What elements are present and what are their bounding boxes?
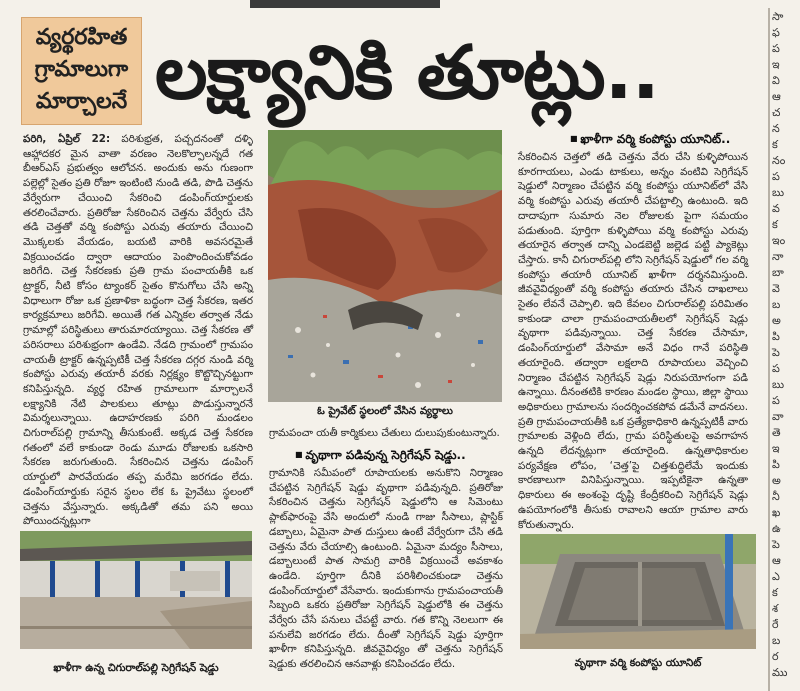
adjacent-text-fragment: సా: [772, 10, 784, 23]
adjacent-text-fragment: బు: [772, 378, 785, 391]
adjacent-text-fragment: ర: [772, 650, 779, 663]
vermi-compost-unit-photo: [520, 534, 756, 649]
adjacent-text-fragment: ప: [772, 362, 780, 375]
adjacent-text-fragment: శ: [772, 602, 779, 615]
kicker-box: [21, 17, 142, 125]
column-2-body: గ్రామానికి సమీపంలో రూపాయలకు అనుకొని నిర్మాణం చేపట్టిన సెగ్రిగేషన్ షెడ్డు వృథాగా పడివున్నది. ప్రతిరోజు సేకరించిన చెత్తను సెగ్రిగేషన్ షెడ్డులోని ఆ సిమెంటు ప్లాట్‌ఫారంపై వేసి అందులో నుండి గాజు సీసాలు, ప్లాస్టిక్ డబ్బాలు, ఏమైనా పాత దుస్తులు ఉంటే వేర్వేరుగా చేసి తడి చెత్తను వేరు చేయాల్సి ఉంటుంది. ఏమైనా మద్యం సీసాలు, డబ్బాలుంటే పాత సామగ్రి వారికి విక్రయించే అవకాశం ఉండేది. పూర్తిగా దీనికి పరిశీలించకుండా చెత్తను డంపింగ్‌యార్డులో వేసేవారు. ఇందుకుగాను గ్రామపంచాయతీ సిబ్బంది ఒకరు ప్రతిరోజు సెగ్రిగేషన్ షెడ్డులోకి ఈ చెత్తను వేర్వేరు చేసే పనులు చేపట్టే వారు. గత కొన్ని నెలలుగా ఈ పనులేవి జరగడం లేదు. దీంతో సెగ్రిగేషన్ షెడ్డు పూర్తిగా ఖాళీగా కనిపిస్తున్నది. జీవవైవిధ్యం తో చెత్తను సెగ్రిగేషన్ షెడ్డుకు తరలించిన ఆనవాళ్లు కనిపించడం లేదు.: [269, 467, 503, 671]
adjacent-text-fragment: రే: [772, 618, 779, 631]
column-2-intro: గ్రామపంచా యతీ కార్మికులు చేతులు దులుపుకుంటున్నారు.: [269, 427, 500, 439]
adjacent-text-fragment: ప: [772, 394, 780, 407]
adjacent-text-fragment: చ: [772, 106, 781, 119]
adjacent-text-fragment: వె: [772, 282, 780, 295]
adjacent-text-fragment: బ: [772, 634, 781, 647]
dateline: పరిగి, ఏప్రిల్ 22:: [23, 133, 111, 145]
adjacent-text-fragment: ఖ: [772, 506, 781, 519]
caption-left-photo: ఖాళీగా ఉన్న చిగురాల్‌పల్లి సెగ్రిగేషన్ షెడ్డు: [53, 662, 219, 674]
adjacent-text-fragment: నం: [772, 154, 786, 167]
adjacent-text-fragment: న: [772, 122, 780, 135]
adjacent-text-fragment: ఇ: [772, 442, 780, 455]
adjacent-article-fragment: [772, 10, 800, 691]
adjacent-text-fragment: అ: [772, 474, 781, 487]
adjacent-text-fragment: ప: [772, 170, 780, 183]
adjacent-text-fragment: ఇం: [772, 234, 786, 247]
adjacent-text-fragment: క: [772, 218, 778, 231]
article-column-2-intro: [269, 426, 503, 442]
adjacent-text-fragment: పి: [772, 330, 780, 343]
adjacent-text-fragment: వి: [772, 74, 780, 87]
empty-shed-photo: [20, 531, 252, 649]
adjacent-text-fragment: ఇ: [772, 58, 780, 71]
top-bar: [250, 0, 440, 8]
adjacent-text-fragment: క: [772, 586, 778, 599]
adjacent-text-fragment: బ: [772, 298, 781, 311]
adjacent-text-fragment: పి: [772, 458, 780, 471]
adjacent-text-fragment: ఉ: [772, 522, 781, 535]
adjacent-text-fragment: బు: [772, 186, 785, 199]
adjacent-text-fragment: ఎ: [772, 570, 780, 583]
kicker-line-3: మార్చాలనే: [35, 88, 128, 114]
caption-right-photo: వృథాగా వర్మి కంపోస్టు యూనిట్: [574, 657, 702, 669]
adjacent-text-fragment: నీ: [772, 490, 780, 503]
adjacent-text-fragment: పె: [772, 538, 780, 551]
kicker-line-1: వ్యర్థరహిత: [35, 24, 128, 50]
article-column-2: [269, 466, 503, 688]
adjacent-text-fragment: క: [772, 138, 778, 151]
adjacent-text-fragment: ఆ: [772, 554, 781, 567]
subhead-vermi-compost: ■ ఖాళీగా వర్మి కంపోస్టు యూనిట్..: [570, 132, 730, 149]
subhead-segregation-shed: ■ వృథాగా పడివున్న సెగ్రిగేషన్ షెడ్డు..: [295, 448, 466, 465]
adjacent-text-fragment: వ: [772, 202, 780, 215]
adjacent-text-fragment: ఆ: [772, 90, 781, 103]
garbage-dump-photo: [268, 130, 502, 402]
column-1-body: పరిశుభ్రత, పచ్చదనంతో దళ్ళి ఆహ్లాదకర మైన వాతా వరణం నెలకొల్పాలన్నదే గత బీఆర్ఎస్ ప్రభుత్వం ఆలోచన. అందుకు అను గుణంగా పల్లెల్లో సైతం ప్రతి రోజూ ఇంటింటి నుండి తడి, పొడి చెత్తను వేర్వేరుగా చేయించి సేకరించి డంపింగ్‌యార్డులకు తరలించేవారు. ప్రతిరోజు సేకరించిన చెత్తను వేర్వేరు చేసి తడి చెత్తతో వర్మి కంపోస్టు ఎరువు తయారు చేయించి మొక్కలకు వేయడం, బయటి వారికి అవసరమైతే విక్రయించడం ద్వారా ఆదాయం పెంపొందించుకోవడం జరిగేది. చెత్త సేకరణకు ప్రతి గ్రామ పంచాయతీకి ఒక ట్రాక్టర్, నీటి కోసం ట్యాంకర్ సైతం కొనుగోలు చేసి అన్ని విధాలుగా రోజు ఒక ప్రణాళికా బద్ధంగా చెత్త సేకరణ, ఇతర కార్యక్రమాలు జరిగేవి. అయితే గత ఎన్నికల తర్వాత నేడు గ్రామాల్లో పరిస్థితులు తారుమారయ్యాయి. చెత్త సేకరణ తో పరిసరాలు పరిశుభ్రంగా ఉండేవి. నేడది గ్రామంలో గ్రామపం చాయతీ ట్రాక్టర్ ఉన్నప్పటికీ చెత్త సేకరణ దగ్గర నుండి వర్మి కంపోస్టు ఎరువు తయారీ వరకు నిర్లక్ష్యం కొట్టొచ్చినట్టుగా కనిపిస్తున్నది. వ్యర్థ రహిత గ్రామాలుగా మార్చాలనే లక్ష్యానికి నేటి పాలకులు తూట్లు పొడుస్తున్నారనే విమర్శలున్నాయి. ఉదాహరణకు పరిగి మండలం చిగురాల్‌పల్లి గ్రామాన్ని తీసుకుంటే. అక్కడ చెత్త సేకరణ గతంలో వలే కాకుండా రెండు మూడు రోజులకు ఒకసారి సేకరణ జరుగుతుంది. సేకరించిన చెత్తను డంపింగ్ యార్డులో పారవేయడం తప్ప మరేమి జరగడం లేదు. డంపింగ్‌యార్డుకు సరైన స్థలం లేక ఓ ప్రైవేటు స్థలంలో చెత్తను వేస్తున్నారు. అక్కడితో తమ పని అయి పోయిందన్నట్లుగా: [23, 133, 253, 528]
adjacent-text-fragment: అ: [772, 314, 781, 327]
adjacent-text-fragment: ఫ: [772, 26, 780, 39]
column-3-body: సేకరించిన చెత్తలో తడి చెత్తను వేరు చేసి కుళ్ళిపోయిన కూరగాయలు, ఎండు టాకులు, అన్నం వంటివి సెగ్రిగేషన్ షెడ్డులో నిర్మాణం చేపట్టిన వర్మి కంపోస్టు యూనిట్‌లో వేసి వర్మి కంపోస్టు ఎరువు తయారీ చేపట్టాల్సి ఉంటుంది. ఇది దాదాపుగా సుమారు నెల రోజులకు పైగా సమయం పడుతుంది. పూర్తిగా కుళ్ళిపోయి వర్మి కంపోస్టు ఎరువు తయారైన తర్వాత దాన్ని ఎండబెట్టి జల్లెడ పట్టి ప్యాకెట్లు చేస్తారు. కానీ చిగురాల్‌పల్లి లోని సెగ్రిగేషన్ షెడ్డులో గల వర్మి కంపోస్టు తయారీ యూనిట్ ఖాళీగా దర్శనమిస్తుంది. జీవవైవిధ్యంతో వర్మి కంపోస్టు తయారు చేసిన దాఖలాలు సైతం లేవనే చెప్పాలి. ఇది కేవలం చిగురాల్‌పల్లి పరిమితం కాకుండా చాలా గ్రామపంచాయతీలలో సెగ్రిగేషన్ షెడ్లు వృథాగా పడివున్నాయి. చెత్త సేకరణ చేసామా, డంపింగ్‌యార్డులో వేసామా అనే విధం గానే పరిస్థితి తయారైంది. తద్వారా లక్షలాది రూపాయలు వెచ్చించి నిర్మాణం చేపట్టిన సెగ్రిగేషన్ షెడ్లు నిరుపయోగంగా పడి ఉన్నాయి. దీనంతటికి కారణం మండల స్థాయి, జిల్లా స్థాయి అధికారులు గ్రామాలను సందర్శించకపోవ డమేనే వాదనలు. ప్రతి గ్రామపంచాయతీకి ఒక ప్రత్యేకాధికారి ఉన్నప్పటికీ వారు గ్రామాలకు వెళ్లింది లేదు, గ్రామ పరిస్థితులపై అవగాహన ఉన్నది లేదన్నట్లుగా తయారైంది. ఉన్నతాధికారుల పర్యవేక్షణ లోపం, ‘చెత్త’పై చిత్తశుద్ధిలేమే ఇందుకు కారణాలుగా వినిపిస్తున్నాయి. ఇప్పటికైనా ఉన్నతా ధికారులు ఈ అంశంపై దృష్టి కేంద్రీకరించి సెగ్రిగేషన్ షెడ్లు ఉపయోగంలోకి తీసుకు రావాలని ఆయా గ్రామాల వారు కోరుతున్నారు.: [518, 151, 748, 531]
article-column-3: [518, 150, 748, 531]
adjacent-text-fragment: వా: [772, 410, 784, 423]
adjacent-text-fragment: ము: [772, 666, 788, 679]
adjacent-text-fragment: బా: [772, 266, 784, 279]
adjacent-text-fragment: ప: [772, 42, 780, 55]
headline: లక్ష్యానికి తూట్లు..: [155, 30, 659, 116]
article-column-1: [23, 132, 253, 528]
adjacent-text-fragment: తె: [772, 426, 781, 439]
adjacent-text-fragment: పె: [772, 346, 780, 359]
caption-top-photo: ఓ ప్రైవేట్ స్థలంలో వేసిన వ్యర్థాలు: [317, 405, 453, 417]
adjacent-text-fragment: నా: [772, 250, 784, 263]
kicker-line-2: గ్రామాలుగా: [34, 56, 129, 82]
column-separator: [768, 8, 770, 691]
